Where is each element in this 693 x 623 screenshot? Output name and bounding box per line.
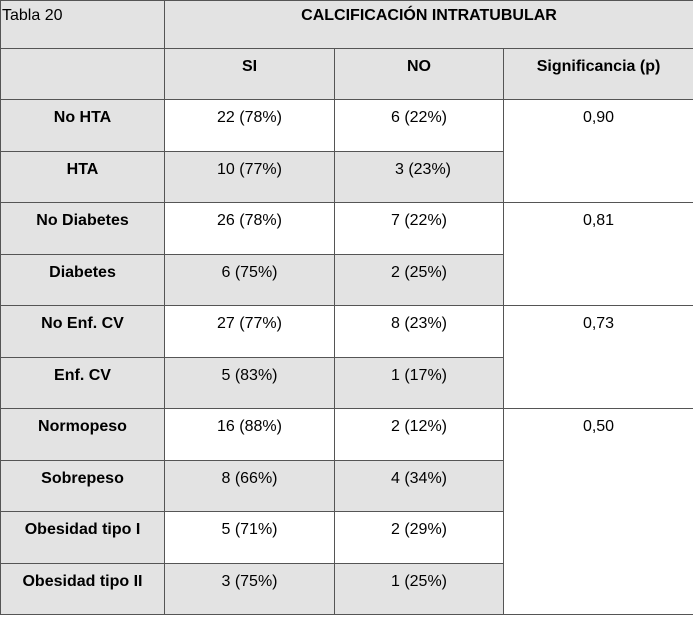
cell-si: 10 (77%) bbox=[165, 152, 335, 203]
header-no: NO bbox=[335, 49, 504, 100]
cell-significance: 0,81 bbox=[504, 203, 693, 306]
cell-si: 8 (66%) bbox=[165, 461, 335, 512]
table-row bbox=[1, 306, 693, 358]
cell-no: 2 (29%) bbox=[335, 512, 504, 564]
row-label: HTA bbox=[1, 152, 165, 203]
cell-significance: 0,50 bbox=[504, 409, 693, 615]
row-label: Normopeso bbox=[1, 409, 165, 461]
cell-no: 1 (17%) bbox=[335, 358, 504, 409]
table-row bbox=[1, 100, 693, 152]
cell-si: 26 (78%) bbox=[165, 203, 335, 255]
header-significance: Significancia (p) bbox=[504, 49, 693, 100]
cell-significance: 0,73 bbox=[504, 306, 693, 409]
table-caption: Tabla 20 bbox=[1, 1, 165, 49]
cell-no: 7 (22%) bbox=[335, 203, 504, 255]
cell-si: 27 (77%) bbox=[165, 306, 335, 358]
row-label: No Diabetes bbox=[1, 203, 165, 255]
cell-si: 16 (88%) bbox=[165, 409, 335, 461]
row-label: Obesidad tipo I bbox=[1, 512, 165, 564]
cell-si: 3 (75%) bbox=[165, 564, 335, 615]
cell-no: 4 (34%) bbox=[335, 461, 504, 512]
header-si: SI bbox=[165, 49, 335, 100]
cell-no: 8 (23%) bbox=[335, 306, 504, 358]
row-label: No Enf. CV bbox=[1, 306, 165, 358]
cell-significance: 0,90 bbox=[504, 100, 693, 203]
table-title: CALCIFICACIÓN INTRATUBULAR bbox=[165, 1, 693, 49]
row-label: Diabetes bbox=[1, 255, 165, 306]
row-label: Sobrepeso bbox=[1, 461, 165, 512]
cell-no: 2 (12%) bbox=[335, 409, 504, 461]
cell-no: 1 (25%) bbox=[335, 564, 504, 615]
cell-si: 22 (78%) bbox=[165, 100, 335, 152]
row-label: No HTA bbox=[1, 100, 165, 152]
cell-no: 2 (25%) bbox=[335, 255, 504, 306]
cell-no: 3 (23%) bbox=[335, 152, 504, 203]
row-label: Enf. CV bbox=[1, 358, 165, 409]
cell-si: 5 (83%) bbox=[165, 358, 335, 409]
table-row bbox=[1, 409, 693, 461]
cell-no: 6 (22%) bbox=[335, 100, 504, 152]
table-row bbox=[1, 203, 693, 255]
cell-si: 6 (75%) bbox=[165, 255, 335, 306]
row-label: Obesidad tipo II bbox=[1, 564, 165, 615]
cell-si: 5 (71%) bbox=[165, 512, 335, 564]
header-empty-cell bbox=[1, 49, 165, 100]
